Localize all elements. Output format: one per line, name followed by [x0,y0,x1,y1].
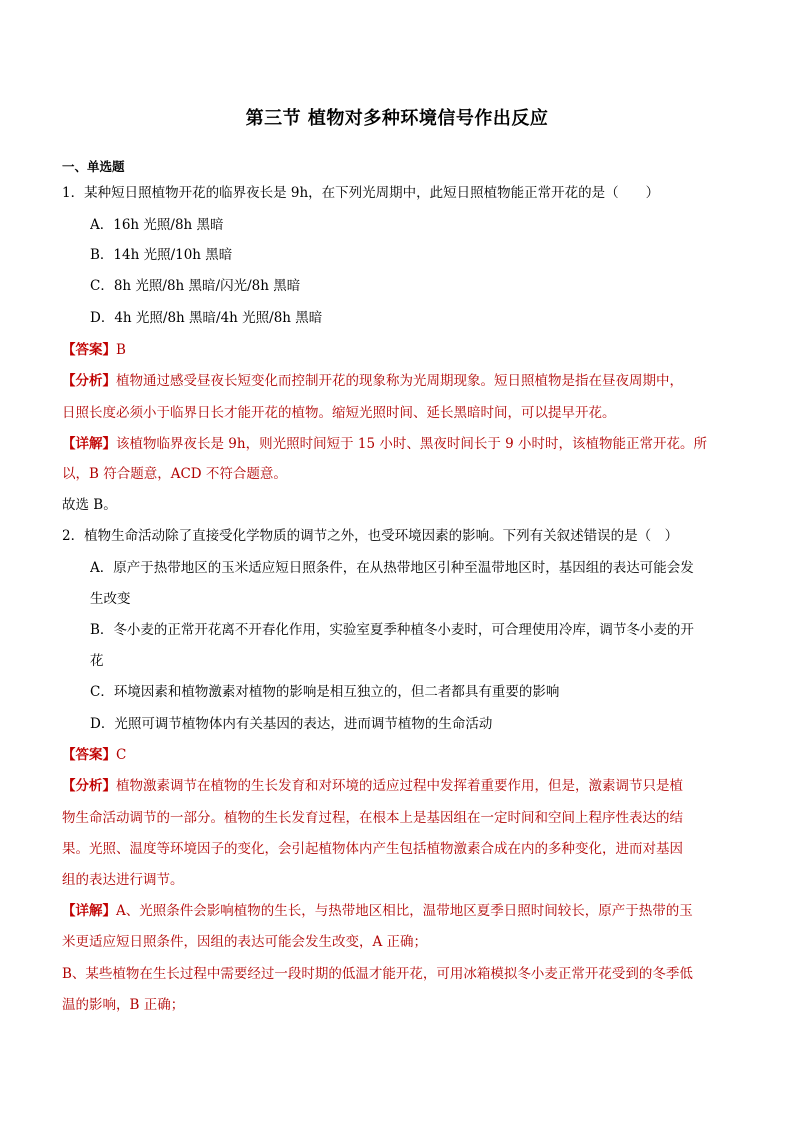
question-2-detail-line-1 [62,901,738,921]
answer-value: C [116,747,127,763]
question-2-option-b-line-2: 花 [90,653,104,669]
question-1-conclusion: 故选 B。 [62,497,117,513]
question-2-option-b-line-1: B．冬小麦的正常开花离不开春化作用，实验室夏季种植冬小麦时，可合理使用冷库，调节冬小麦的开 [90,622,694,638]
question-2-option-c: C．环境因素和植物激素对植物的影响是相互独立的，但二者都具有重要的影响 [90,684,560,700]
question-2-detail-line-2: 米更适应短日照条件，因组的表达可能会发生改变，A 正确； [62,934,428,950]
question-2-analysis-line-1 [62,776,738,796]
question-2-option-a-line-2: 生改变 [90,591,131,607]
question-1-analysis-line-1 [62,371,738,391]
question-2-analysis-line-3: 果。光照、温度等环境因子的变化，会引起植物体内产生包括植物激素合成在内的多种变化，进而对基因 [62,841,683,857]
question-2-answer [62,745,738,765]
answer-tag: 【答案】 [62,342,116,358]
detail-text: 该植物临界夜长是 9h，则光照时间短于 15 小时、黑夜时间长于 9 小时时，该植物能正常开花。所 [116,436,708,452]
analysis-tag: 【分析】 [62,778,116,794]
question-1-detail-line-2: 以，B 符合题意，ACD 不符合题意。 [62,466,287,482]
question-1-option-d: D．4h 光照/8h 黑暗/4h 光照/8h 黑暗 [90,310,323,326]
question-1-detail-line-1 [62,434,738,454]
analysis-text: 植物激素调节在植物的生长发育和对环境的适应过程中发挥着重要作用，但是，激素调节只是植 [116,778,683,794]
question-1-option-a: A．16h 光照/8h 黑暗 [90,217,224,233]
question-2-option-a-line-1: A．原产于热带地区的玉米适应短日照条件，在从热带地区引种至温带地区时，基因组的表达可能会发 [90,560,694,576]
section-heading: 一、单选题 [62,159,125,174]
question-2-analysis-line-2: 物生命活动调节的一部分。植物的生长发育过程，在根本上是基因组在一定时间和空间上程序性表达的结 [62,810,683,826]
detail-text: A、光照条件会影响植物的生长，与热带地区相比，温带地区夏季日照时间较长，原产于热带的玉 [116,903,693,919]
question-1-stem: 1．某种短日照植物开花的临界夜长是 9h，在下列光周期中，此短日照植物能正常开花的是（ ） [62,185,660,201]
question-2-detail-line-3: B、某些植物在生长过程中需要经过一段时期的低温才能开花，可用冰箱模拟冬小麦正常开花受到的冬季低 [62,966,693,982]
question-1-option-b: B．14h 光照/10h 黑暗 [90,247,233,263]
analysis-tag: 【分析】 [62,373,116,389]
question-2-option-d: D．光照可调节植物体内有关基因的表达，进而调节植物的生命活动 [90,716,493,732]
detail-tag: 【详解】 [62,903,116,919]
answer-tag: 【答案】 [62,747,116,763]
question-1-answer [62,340,738,360]
question-2-stem: 2．植物生命活动除了直接受化学物质的调节之外，也受环境因素的影响。下列有关叙述错误的是（ ） [62,528,679,544]
question-1-option-c: C．8h 光照/8h 黑暗/闪光/8h 黑暗 [90,278,301,294]
analysis-text: 植物通过感受昼夜长短变化而控制开花的现象称为光周期现象。短日照植物是指在昼夜周期中， [116,373,683,389]
page-title: 第三节 植物对多种环境信号作出反应 [245,108,549,129]
question-2-detail-line-4: 温的影响，B 正确； [62,997,185,1013]
detail-tag: 【详解】 [62,436,116,452]
question-2-analysis-line-4: 组的表达进行调节。 [62,872,184,888]
question-1-analysis-line-2: 日照长度必须小于临界日长才能开花的植物。缩短光照时间、延长黑暗时间，可以提早开花。 [62,405,616,421]
answer-value: B [116,342,126,358]
